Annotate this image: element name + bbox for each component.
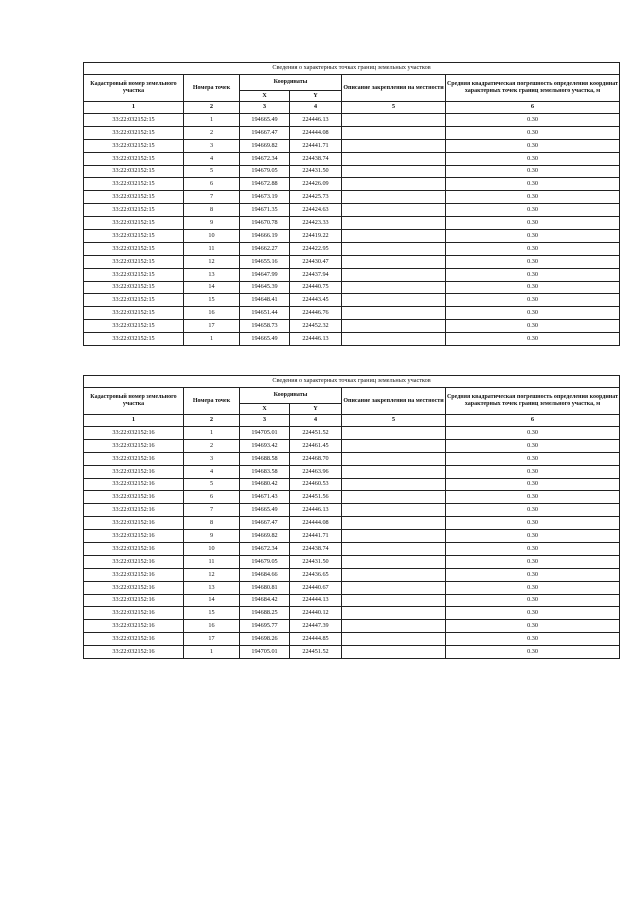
y-coordinate-cell: 224460.53 (290, 478, 342, 491)
column-number: 3 (240, 102, 290, 114)
point-number-cell: 10 (184, 230, 240, 243)
table-row (84, 517, 620, 530)
error-cell: 0.30 (446, 427, 620, 440)
x-coordinate-cell: 194667.47 (240, 126, 290, 139)
point-number-cell: 5 (184, 165, 240, 178)
description-cell (342, 517, 446, 530)
cadastral-number-cell: 33:22:032152:16 (84, 620, 184, 633)
description-cell (342, 294, 446, 307)
x-coordinate-cell: 194688.25 (240, 607, 290, 620)
column-number: 6 (446, 415, 620, 427)
y-coordinate-cell: 224440.75 (290, 281, 342, 294)
table-row (84, 255, 620, 268)
cadastral-number-cell: 33:22:032152:15 (84, 294, 184, 307)
x-coordinate-cell: 194670.78 (240, 217, 290, 230)
cadastral-number-cell: 33:22:032152:16 (84, 646, 184, 659)
table-row (84, 114, 620, 127)
table-row (84, 165, 620, 178)
table-row (84, 281, 620, 294)
table-row (84, 568, 620, 581)
table-row (84, 294, 620, 307)
error-cell: 0.30 (446, 478, 620, 491)
error-cell: 0.30 (446, 465, 620, 478)
cadastral-number-cell: 33:22:032152:15 (84, 281, 184, 294)
column-number: 2 (184, 102, 240, 114)
x-coordinate-cell: 194665.49 (240, 114, 290, 127)
point-number-cell: 16 (184, 620, 240, 633)
y-coordinate-cell: 224438.74 (290, 152, 342, 165)
point-number-cell: 8 (184, 204, 240, 217)
error-cell: 0.30 (446, 294, 620, 307)
y-coordinate-cell: 224444.13 (290, 594, 342, 607)
cadastral-number-cell: 33:22:032152:15 (84, 255, 184, 268)
cadastral-number-cell: 33:22:032152:16 (84, 517, 184, 530)
error-cell: 0.30 (446, 530, 620, 543)
point-number-cell: 6 (184, 178, 240, 191)
table-row (84, 530, 620, 543)
table-row (84, 607, 620, 620)
description-cell (342, 452, 446, 465)
error-cell: 0.30 (446, 646, 620, 659)
point-number-cell: 11 (184, 555, 240, 568)
cadastral-number-cell: 33:22:032152:15 (84, 126, 184, 139)
table-row (84, 204, 620, 217)
point-number-cell: 1 (184, 114, 240, 127)
point-number-cell: 4 (184, 152, 240, 165)
cadastral-number-cell: 33:22:032152:15 (84, 242, 184, 255)
column-number: 6 (446, 102, 620, 114)
table-row (84, 478, 620, 491)
header-y: Y (290, 404, 342, 415)
point-number-cell: 13 (184, 268, 240, 281)
error-cell: 0.30 (446, 114, 620, 127)
table-row (84, 633, 620, 646)
column-number: 5 (342, 102, 446, 114)
point-number-cell: 8 (184, 517, 240, 530)
x-coordinate-cell: 194684.42 (240, 594, 290, 607)
header-y: Y (290, 91, 342, 102)
point-number-cell: 3 (184, 139, 240, 152)
description-cell (342, 581, 446, 594)
cadastral-number-cell: 33:22:032152:16 (84, 594, 184, 607)
error-cell: 0.30 (446, 633, 620, 646)
point-number-cell: 15 (184, 294, 240, 307)
y-coordinate-cell: 224437.94 (290, 268, 342, 281)
y-coordinate-cell: 224447.39 (290, 620, 342, 633)
table-row (84, 594, 620, 607)
table-row (84, 139, 620, 152)
description-cell (342, 633, 446, 646)
point-number-cell: 7 (184, 504, 240, 517)
point-number-cell: 17 (184, 320, 240, 333)
error-cell: 0.30 (446, 242, 620, 255)
point-number-cell: 5 (184, 478, 240, 491)
y-coordinate-cell: 224451.52 (290, 646, 342, 659)
point-number-cell: 12 (184, 568, 240, 581)
header-coordinates: Координаты (240, 75, 342, 91)
point-number-cell: 1 (184, 427, 240, 440)
column-number: 3 (240, 415, 290, 427)
point-number-cell: 1 (184, 646, 240, 659)
x-coordinate-cell: 194645.39 (240, 281, 290, 294)
description-cell (342, 607, 446, 620)
description-cell (342, 307, 446, 320)
error-cell: 0.30 (446, 620, 620, 633)
x-coordinate-cell: 194683.58 (240, 465, 290, 478)
error-cell: 0.30 (446, 607, 620, 620)
x-coordinate-cell: 194648.41 (240, 294, 290, 307)
cadastral-number-cell: 33:22:032152:16 (84, 452, 184, 465)
point-number-cell: 6 (184, 491, 240, 504)
x-coordinate-cell: 194684.66 (240, 568, 290, 581)
table-row (84, 504, 620, 517)
header-point-number: Номера точек (184, 388, 240, 415)
y-coordinate-cell: 224446.13 (290, 504, 342, 517)
table-row (84, 439, 620, 452)
header-row (84, 388, 620, 404)
cadastral-number-cell: 33:22:032152:15 (84, 191, 184, 204)
description-cell (342, 491, 446, 504)
y-coordinate-cell: 224431.50 (290, 165, 342, 178)
y-coordinate-cell: 224463.96 (290, 465, 342, 478)
table-row (84, 242, 620, 255)
table-row (84, 333, 620, 346)
cadastral-number-cell: 33:22:032152:15 (84, 320, 184, 333)
column-number: 1 (84, 102, 184, 114)
description-cell (342, 165, 446, 178)
cadastral-number-cell: 33:22:032152:15 (84, 217, 184, 230)
y-coordinate-cell: 224451.56 (290, 491, 342, 504)
header-cadastral: Кадастровый номер земельного участка (84, 75, 184, 102)
description-cell (342, 230, 446, 243)
x-coordinate-cell: 194651.44 (240, 307, 290, 320)
y-coordinate-cell: 224440.67 (290, 581, 342, 594)
header-error: Средняя квадратическая погрешность определения координат характерных точек границ земельного участка, м (446, 75, 620, 102)
y-coordinate-cell: 224461.45 (290, 439, 342, 452)
point-number-cell: 17 (184, 633, 240, 646)
error-cell: 0.30 (446, 178, 620, 191)
description-cell (342, 439, 446, 452)
table-row (84, 646, 620, 659)
table-caption-row (84, 63, 620, 75)
header-cadastral: Кадастровый номер земельного участка (84, 388, 184, 415)
table-row (84, 307, 620, 320)
y-coordinate-cell: 224419.22 (290, 230, 342, 243)
x-coordinate-cell: 194705.01 (240, 646, 290, 659)
description-cell (342, 320, 446, 333)
cadastral-number-cell: 33:22:032152:16 (84, 568, 184, 581)
cadastral-number-cell: 33:22:032152:16 (84, 478, 184, 491)
cadastral-number-cell: 33:22:032152:15 (84, 268, 184, 281)
table-row (84, 465, 620, 478)
column-number: 5 (342, 415, 446, 427)
description-cell (342, 646, 446, 659)
point-number-cell: 14 (184, 594, 240, 607)
error-cell: 0.30 (446, 568, 620, 581)
table-row (84, 543, 620, 556)
x-coordinate-cell: 194688.58 (240, 452, 290, 465)
error-cell: 0.30 (446, 320, 620, 333)
y-coordinate-cell: 224446.13 (290, 333, 342, 346)
boundary-points-table-2 (83, 375, 620, 659)
cadastral-number-cell: 33:22:032152:16 (84, 491, 184, 504)
x-coordinate-cell: 194669.82 (240, 530, 290, 543)
header-error: Средняя квадратическая погрешность определения координат характерных точек границ земельного участка, м (446, 388, 620, 415)
y-coordinate-cell: 224424.63 (290, 204, 342, 217)
table-body (84, 376, 620, 659)
x-coordinate-cell: 194665.49 (240, 333, 290, 346)
error-cell: 0.30 (446, 439, 620, 452)
description-cell (342, 504, 446, 517)
table-row (84, 581, 620, 594)
cadastral-number-cell: 33:22:032152:16 (84, 504, 184, 517)
x-coordinate-cell: 194672.34 (240, 152, 290, 165)
description-cell (342, 268, 446, 281)
y-coordinate-cell: 224436.65 (290, 568, 342, 581)
y-coordinate-cell: 224446.76 (290, 307, 342, 320)
cadastral-number-cell: 33:22:032152:15 (84, 333, 184, 346)
column-number: 2 (184, 415, 240, 427)
cadastral-number-cell: 33:22:032152:15 (84, 139, 184, 152)
error-cell: 0.30 (446, 594, 620, 607)
x-coordinate-cell: 194679.05 (240, 555, 290, 568)
y-coordinate-cell: 224426.09 (290, 178, 342, 191)
point-number-cell: 3 (184, 452, 240, 465)
point-number-cell: 2 (184, 126, 240, 139)
error-cell: 0.30 (446, 230, 620, 243)
x-coordinate-cell: 194679.05 (240, 165, 290, 178)
x-coordinate-cell: 194671.35 (240, 204, 290, 217)
y-coordinate-cell: 224444.08 (290, 126, 342, 139)
description-cell (342, 427, 446, 440)
column-number-row (84, 415, 620, 427)
point-number-cell: 2 (184, 439, 240, 452)
y-coordinate-cell: 224444.08 (290, 517, 342, 530)
cadastral-number-cell: 33:22:032152:16 (84, 607, 184, 620)
y-coordinate-cell: 224446.13 (290, 114, 342, 127)
y-coordinate-cell: 224441.71 (290, 139, 342, 152)
point-number-cell: 7 (184, 191, 240, 204)
x-coordinate-cell: 194667.47 (240, 517, 290, 530)
error-cell: 0.30 (446, 139, 620, 152)
table-body (84, 63, 620, 346)
description-cell (342, 255, 446, 268)
point-number-cell: 4 (184, 465, 240, 478)
cadastral-number-cell: 33:22:032152:15 (84, 178, 184, 191)
table-caption: Сведения о характерных точках границ земельных участков (84, 376, 620, 388)
x-coordinate-cell: 194671.43 (240, 491, 290, 504)
description-cell (342, 152, 446, 165)
error-cell: 0.30 (446, 268, 620, 281)
description-cell (342, 333, 446, 346)
description-cell (342, 530, 446, 543)
y-coordinate-cell: 224468.70 (290, 452, 342, 465)
cadastral-number-cell: 33:22:032152:16 (84, 465, 184, 478)
cadastral-number-cell: 33:22:032152:16 (84, 633, 184, 646)
point-number-cell: 16 (184, 307, 240, 320)
error-cell: 0.30 (446, 543, 620, 556)
description-cell (342, 281, 446, 294)
error-cell: 0.30 (446, 491, 620, 504)
description-cell (342, 114, 446, 127)
description-cell (342, 178, 446, 191)
header-description: Описание закрепления на местности (342, 75, 446, 102)
cadastral-number-cell: 33:22:032152:16 (84, 530, 184, 543)
description-cell (342, 555, 446, 568)
x-coordinate-cell: 194655.16 (240, 255, 290, 268)
cadastral-number-cell: 33:22:032152:15 (84, 204, 184, 217)
description-cell (342, 465, 446, 478)
y-coordinate-cell: 224430.47 (290, 255, 342, 268)
description-cell (342, 543, 446, 556)
x-coordinate-cell: 194662.27 (240, 242, 290, 255)
header-row (84, 75, 620, 91)
y-coordinate-cell: 224443.45 (290, 294, 342, 307)
error-cell: 0.30 (446, 333, 620, 346)
y-coordinate-cell: 224444.85 (290, 633, 342, 646)
point-number-cell: 10 (184, 543, 240, 556)
error-cell: 0.30 (446, 504, 620, 517)
description-cell (342, 139, 446, 152)
cadastral-number-cell: 33:22:032152:16 (84, 581, 184, 594)
error-cell: 0.30 (446, 165, 620, 178)
description-cell (342, 126, 446, 139)
column-number-row (84, 102, 620, 114)
table-row (84, 491, 620, 504)
y-coordinate-cell: 224452.32 (290, 320, 342, 333)
y-coordinate-cell: 224440.12 (290, 607, 342, 620)
point-number-cell: 9 (184, 530, 240, 543)
cadastral-number-cell: 33:22:032152:15 (84, 307, 184, 320)
error-cell: 0.30 (446, 255, 620, 268)
cadastral-number-cell: 33:22:032152:15 (84, 114, 184, 127)
x-coordinate-cell: 194647.99 (240, 268, 290, 281)
table-row (84, 126, 620, 139)
point-number-cell: 13 (184, 581, 240, 594)
error-cell: 0.30 (446, 307, 620, 320)
x-coordinate-cell: 194680.81 (240, 581, 290, 594)
x-coordinate-cell: 194705.01 (240, 427, 290, 440)
table-row (84, 178, 620, 191)
table-row (84, 320, 620, 333)
error-cell: 0.30 (446, 191, 620, 204)
table-row (84, 620, 620, 633)
error-cell: 0.30 (446, 126, 620, 139)
error-cell: 0.30 (446, 581, 620, 594)
error-cell: 0.30 (446, 204, 620, 217)
point-number-cell: 15 (184, 607, 240, 620)
y-coordinate-cell: 224451.52 (290, 427, 342, 440)
y-coordinate-cell: 224425.73 (290, 191, 342, 204)
error-cell: 0.30 (446, 555, 620, 568)
x-coordinate-cell: 194680.42 (240, 478, 290, 491)
x-coordinate-cell: 194665.49 (240, 504, 290, 517)
column-number: 4 (290, 415, 342, 427)
table-caption: Сведения о характерных точках границ земельных участков (84, 63, 620, 75)
description-cell (342, 594, 446, 607)
table-row (84, 452, 620, 465)
error-cell: 0.30 (446, 517, 620, 530)
cadastral-number-cell: 33:22:032152:16 (84, 427, 184, 440)
x-coordinate-cell: 194698.26 (240, 633, 290, 646)
table-row (84, 152, 620, 165)
point-number-cell: 12 (184, 255, 240, 268)
cadastral-number-cell: 33:22:032152:16 (84, 439, 184, 452)
x-coordinate-cell: 194658.73 (240, 320, 290, 333)
error-cell: 0.30 (446, 217, 620, 230)
x-coordinate-cell: 194693.42 (240, 439, 290, 452)
cadastral-number-cell: 33:22:032152:15 (84, 230, 184, 243)
point-number-cell: 11 (184, 242, 240, 255)
cadastral-number-cell: 33:22:032152:16 (84, 543, 184, 556)
y-coordinate-cell: 224441.71 (290, 530, 342, 543)
header-x: X (240, 91, 290, 102)
x-coordinate-cell: 194666.19 (240, 230, 290, 243)
x-coordinate-cell: 194695.77 (240, 620, 290, 633)
description-cell (342, 204, 446, 217)
description-cell (342, 242, 446, 255)
table-row (84, 268, 620, 281)
table-caption-row (84, 376, 620, 388)
description-cell (342, 217, 446, 230)
table-row (84, 555, 620, 568)
x-coordinate-cell: 194669.82 (240, 139, 290, 152)
y-coordinate-cell: 224438.74 (290, 543, 342, 556)
table-row (84, 217, 620, 230)
header-description: Описание закрепления на местности (342, 388, 446, 415)
description-cell (342, 568, 446, 581)
y-coordinate-cell: 224423.33 (290, 217, 342, 230)
column-number: 4 (290, 102, 342, 114)
x-coordinate-cell: 194672.88 (240, 178, 290, 191)
column-number: 1 (84, 415, 184, 427)
description-cell (342, 478, 446, 491)
point-number-cell: 9 (184, 217, 240, 230)
x-coordinate-cell: 194673.19 (240, 191, 290, 204)
point-number-cell: 14 (184, 281, 240, 294)
y-coordinate-cell: 224422.95 (290, 242, 342, 255)
x-coordinate-cell: 194672.34 (240, 543, 290, 556)
y-coordinate-cell: 224431.50 (290, 555, 342, 568)
header-x: X (240, 404, 290, 415)
cadastral-number-cell: 33:22:032152:16 (84, 555, 184, 568)
table-row (84, 427, 620, 440)
description-cell (342, 620, 446, 633)
table-row (84, 191, 620, 204)
table-row (84, 230, 620, 243)
header-coordinates: Координаты (240, 388, 342, 404)
cadastral-number-cell: 33:22:032152:15 (84, 165, 184, 178)
cadastral-number-cell: 33:22:032152:15 (84, 152, 184, 165)
point-number-cell: 1 (184, 333, 240, 346)
error-cell: 0.30 (446, 152, 620, 165)
boundary-points-table-1 (83, 62, 620, 346)
description-cell (342, 191, 446, 204)
error-cell: 0.30 (446, 452, 620, 465)
error-cell: 0.30 (446, 281, 620, 294)
header-point-number: Номера точек (184, 75, 240, 102)
